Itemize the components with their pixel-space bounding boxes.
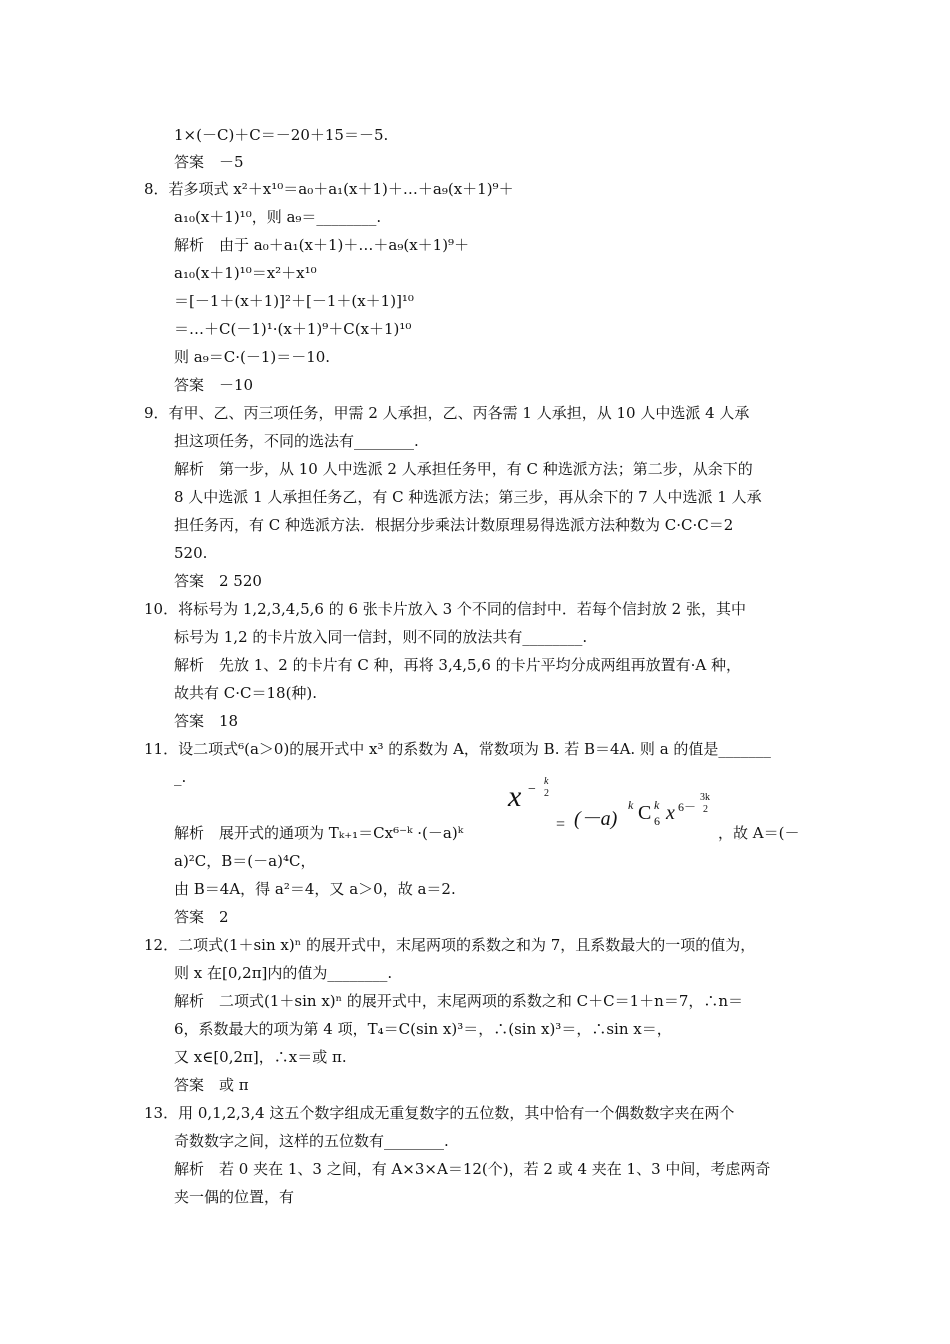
formula-exp-k: k bbox=[544, 776, 549, 787]
text-line: a)²C，B＝(－a)⁴C， bbox=[174, 852, 316, 870]
formula-frac-bot: 2 bbox=[703, 804, 708, 815]
formula-exp2: 6－ bbox=[678, 800, 697, 814]
text-line: _. bbox=[174, 768, 187, 786]
solution-line: 解析 由于 a₀＋a₁(x＋1)＋…＋a₉(x＋1)⁹＋ bbox=[174, 236, 470, 254]
text-line: 520. bbox=[174, 544, 208, 562]
question-8-line: 8．若多项式 x²＋x¹⁰＝a₀＋a₁(x＋1)＋…＋a₉(x＋1)⁹＋ bbox=[144, 180, 514, 198]
text-line: 担这项任务，不同的选法有________. bbox=[174, 432, 419, 450]
text-line: ＝…＋C(－1)¹·(x＋1)⁹＋C(x＋1)¹⁰ bbox=[174, 320, 412, 338]
formula-neg-a: (－a) bbox=[574, 808, 618, 830]
answer-line: 答案 或 π bbox=[174, 1076, 249, 1094]
formula-exp-2: 2 bbox=[544, 788, 549, 799]
text-line: 担任务丙，有 C 种选派方法．根据分步乘法计数原理易得选派方法种数为 C·C·C＝2 bbox=[174, 516, 734, 534]
solution-line: 解析 二项式(1＋sin x)ⁿ 的展开式中，末尾两项的系数之和 C＋C＝1＋n＝7，∴n＝ bbox=[174, 992, 744, 1010]
answer-line: 答案 2 bbox=[174, 908, 229, 926]
formula-C-sub: 6 bbox=[654, 814, 660, 828]
text-line: 8 人中选派 1 人承担任务乙，有 C 种选派方法；第三步，再从余下的 7 人中选派 1 人承 bbox=[174, 488, 762, 506]
text-line: 夹一偶的位置，有 bbox=[174, 1188, 295, 1206]
text-line: a₁₀(x＋1)¹⁰＝x²＋x¹⁰ bbox=[174, 264, 317, 282]
answer-line: 答案 －10 bbox=[174, 376, 254, 394]
answer-line: 答案 2 520 bbox=[174, 572, 262, 590]
question-9-line: 9．有甲、乙、丙三项任务，甲需 2 人承担，乙、丙各需 1 人承担，从 10 人中选派 4 人承 bbox=[144, 404, 750, 422]
formula-exp-minus: − bbox=[528, 782, 536, 797]
text-line: 则 a₉＝C·(－1)＝－10. bbox=[174, 348, 331, 366]
solution-line: 解析 若 0 夹在 1、3 之间，有 A×3×A＝12(个)，若 2 或 4 夹在 1、3 中间，考虑两奇 bbox=[174, 1160, 771, 1178]
answer-line: 答案 －5 bbox=[174, 153, 244, 171]
question-10-line: 10．将标号为 1,2,3,4,5,6 的 6 张卡片放入 3 个不同的信封中．若每个信封放 2 张，其中 bbox=[144, 600, 746, 618]
solution-line: 解析 先放 1、2 的卡片有 C 种，再将 3,4,5,6 的卡片平均分成两组再放置有·A 种， bbox=[174, 656, 742, 674]
question-13-line: 13．用 0,1,2,3,4 这五个数字组成无重复数字的五位数，其中恰有一个偶数数字夹在两个 bbox=[144, 1104, 735, 1122]
answer-line: 答案 18 bbox=[174, 712, 239, 730]
formula-equals: = bbox=[556, 816, 566, 833]
text-line: 1×(－C)＋C＝－20＋15＝－5. bbox=[174, 126, 389, 144]
question-12-line: 12．二项式(1＋sin x)ⁿ 的展开式中，末尾两项的系数之和为 7，且系数最大的一项的值为， bbox=[144, 936, 756, 954]
solution-line: 解析 第一步，从 10 人中选派 2 人承担任务甲，有 C 种选派方法；第二步，从余下的 bbox=[174, 460, 753, 478]
text-line: 又 x∈[0,2π]，∴x＝或 π. bbox=[174, 1048, 347, 1066]
formula-x2: x bbox=[666, 802, 675, 824]
formula-k-sup: k bbox=[628, 798, 634, 812]
text-line: 奇数数字之间，这样的五位数有________. bbox=[174, 1132, 449, 1150]
solution-line: 解析 展开式的通项为 Tₖ₊₁＝Cx⁶⁻ᵏ ·(－a)ᵏ bbox=[174, 824, 464, 842]
text-line: 6，系数最大的项为第 4 项，T₄＝C(sin x)³＝，∴(sin x)³＝，∴sin x＝， bbox=[174, 1020, 672, 1038]
formula-base-x: x bbox=[508, 780, 522, 813]
formula-C: C bbox=[638, 802, 652, 824]
text-line: ＝[－1＋(x＋1)]²＋[－1＋(x＋1)]¹⁰ bbox=[174, 292, 414, 310]
formula-frac-top: 3k bbox=[700, 792, 710, 803]
text-line: a₁₀(x＋1)¹⁰，则 a₉＝________. bbox=[174, 208, 382, 226]
text-line: ，故 A＝(－ bbox=[718, 824, 800, 842]
text-line: 由 B＝4A，得 a²＝4，又 a＞0，故 a＝2. bbox=[174, 880, 456, 898]
text-line: 标号为 1,2 的卡片放入同一信封，则不同的放法共有________. bbox=[174, 628, 588, 646]
text-line: 故共有 C·C＝18(种). bbox=[174, 684, 318, 702]
text-line: 则 x 在[0,2π]内的值为________. bbox=[174, 964, 393, 982]
formula-C-sup: k bbox=[654, 798, 660, 812]
question-11-line: 11．设二项式⁶(a＞0)的展开式中 x³ 的系数为 A，常数项为 B. 若 B＝4A. 则 a 的值是_______ bbox=[144, 740, 771, 758]
